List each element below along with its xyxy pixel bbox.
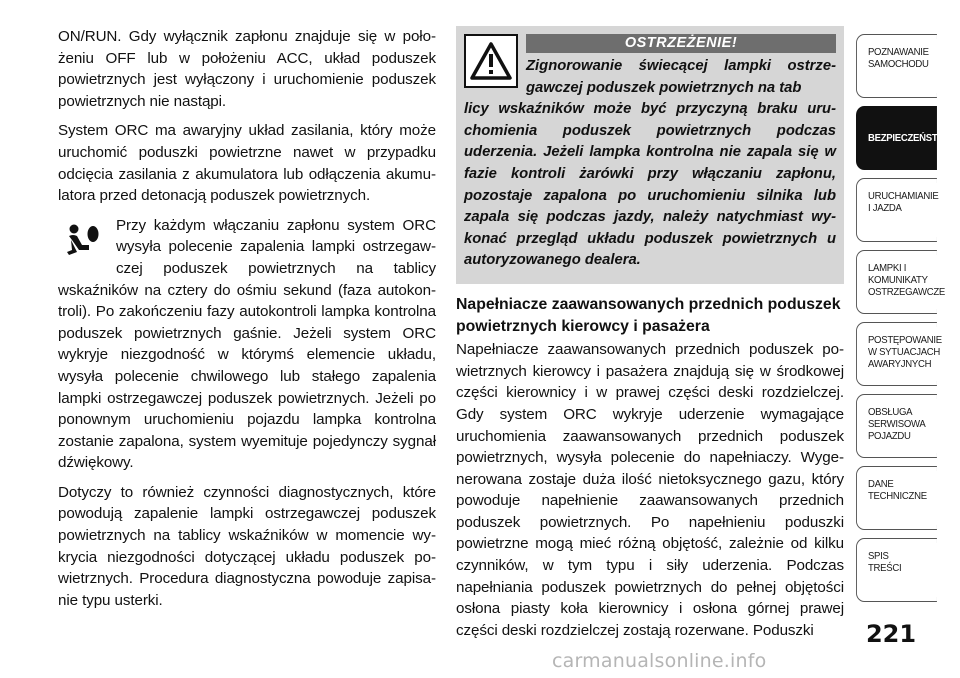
tab-label: AWARYJNYCH bbox=[867, 359, 932, 370]
paragraph: System ORC ma awaryjny układ zasilania, który może uruchomić poduszki powietrzne nawet w przypadku odcięcia zasilania z akumulatora lub odłączenia akumulatora przed detonacją poduszek powietrznych. bbox=[58, 122, 436, 205]
right-column bbox=[456, 26, 844, 649]
page-number: 221 bbox=[865, 620, 917, 648]
tab-label: OSTRZEGAWCZE bbox=[867, 287, 946, 298]
tab-label: POZNAWANIE bbox=[867, 47, 929, 58]
warning-text-continued: licy wskaźników może być przyczyną braku uruchomienia poduszek powietrznych podczas uderzenia. Jeżeli lampka kontrolna nie zapala się w fazie kontroli żarówki przy włączaniu zapłonu, pozostaje zapalona po uruchomieniu silnika lub zapala się podczas jazdy, należy natychmiast wykonać przegląd układu poduszek powietrznych u autoryzowanego dealera. bbox=[464, 101, 836, 269]
tab-spis-tresci[interactable] bbox=[856, 538, 937, 602]
tab-label: TECHNICZNE bbox=[867, 491, 927, 502]
tab-label: POSTĘPOWANIE bbox=[867, 335, 942, 346]
tab-bezpieczenstwo[interactable] bbox=[856, 106, 954, 170]
warning-triangle-icon bbox=[464, 34, 518, 88]
tab-label: LAMPKI I bbox=[867, 263, 907, 274]
tab-label: BEZPIECZEŃSTWO bbox=[867, 133, 954, 144]
airbag-indicator-paragraph bbox=[58, 215, 436, 474]
tab-dane-techniczne[interactable] bbox=[856, 466, 937, 530]
tab-label: OBSŁUGA bbox=[867, 407, 913, 418]
warning-text: Zignorowanie świecącej lampki ostrzegawczej poduszek powietrznych na tab bbox=[526, 58, 836, 96]
tab-obsluga-serwisowa[interactable] bbox=[856, 394, 937, 458]
tab-label: URUCHAMIANIE bbox=[867, 191, 939, 202]
paragraph: Dotyczy to również czynności diagnostycznych, które powodują zapalenie lampki ostrzegawczej poduszek powietrznych na tablicy wskaźników w momencie wykrycia niezgodności dotyczącej układu poduszek powietrznych. Procedura diagnostyczna powoduje zapisanie typu usterki. bbox=[58, 483, 436, 609]
tab-label: SERWISOWA bbox=[867, 419, 926, 430]
paragraph: Przy każdym włączaniu zapłonu system ORC wysyła polecenie zapalenia lampki ostrzegawczej poduszek powietrznych na tablicy wskaźników na cztery do ośmiu sekund (faza autokontroli). Po zakończeniu fazy autokontroli lampka kontrolna poduszek powietrznych gaśnie. Jeżeli system ORC wykryje niezgodność w którymś elemencie układu, wysyła polecenie chwilowego lub stałego zapalenia lampki ostrzegawczej poduszek powietrznych. Jeżeli po ponownym uruchomieniu pojazdu lampka kontrolna zostanie zapalona, system wyemituje pojedynczy sygnał dźwiękowy. bbox=[58, 216, 436, 472]
left-column bbox=[58, 26, 436, 619]
paragraph: Napełniacze zaawansowanych przednich poduszek powietrznych kierowcy i pasażera znajdują się w środkowej części kierownicy i w prawej części deski rozdzielczej. Gdy system ORC wykryje uderzenie wymagające uruchomienia zaawansowanych przednich poduszek powietrznych, wysyła polecenie do napełniaczy. Wygenerowana zostaje duża ilość nietoksycznego gazu, który powoduje napełnienie zaawansowanych przednich poduszek powietrznych. Po napełnieniu poduszki powietrzne mogą mieć różną objętość, zależnie od kilku czynników, w tym typu i siły uderzenia. Podczas napełniania poduszek powietrznych do pełnej objętości osłona piasty koła kierownicy i osłona górnej prawej części deski rozdzielczej zostają rozerwane. Poduszki bbox=[456, 341, 844, 639]
tab-lampki-i-komunikaty[interactable] bbox=[856, 250, 946, 314]
tab-uruchamianie-i-jazda[interactable] bbox=[856, 178, 937, 242]
tab-poznawanie-samochodu[interactable] bbox=[856, 34, 937, 98]
chapter-tabs bbox=[856, 34, 954, 610]
tab-label: SAMOCHODU bbox=[867, 59, 929, 70]
warning-title: OSTRZEŻENIE! bbox=[526, 34, 836, 53]
tab-label: DANE bbox=[867, 479, 894, 490]
tab-postepowanie-awaryjne[interactable] bbox=[856, 322, 942, 386]
tab-label: KOMUNIKATY bbox=[867, 275, 928, 286]
tab-label: SPIS bbox=[867, 551, 889, 562]
airbag-warning-icon bbox=[56, 221, 110, 275]
tab-label: POJAZDU bbox=[867, 431, 911, 442]
section-heading: Napełniacze zaawansowanych przednich poduszek powietrznych kierowcy i pasażera bbox=[456, 295, 841, 335]
tab-label: W SYTUACJACH bbox=[867, 347, 941, 358]
watermark: carmanualsonline.info bbox=[552, 650, 767, 672]
warning-box bbox=[456, 26, 844, 284]
tab-label: TREŚCI bbox=[867, 563, 902, 574]
tab-label: I JAZDA bbox=[867, 203, 902, 214]
paragraph: ON/RUN. Gdy wyłącznik zapłonu znajduje się w położeniu OFF lub w położeniu ACC, układ poduszek powietrznych jest wyłączony i uruchomienie poduszek powietrznych nie nastąpi. bbox=[58, 28, 436, 110]
